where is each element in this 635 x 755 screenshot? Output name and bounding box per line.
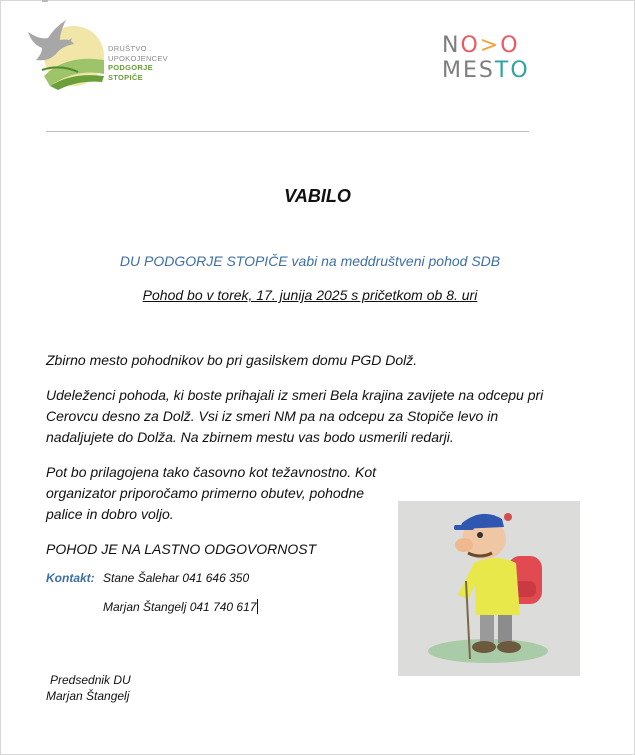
logo-letter-v-orange: >	[479, 33, 501, 58]
paragraph-recommendations: Pot bo prilagojena tako časovno kot težavnostno. Kot organizator priporočamo primerno obutev, pohodne palice in dobro voljo.	[46, 464, 376, 522]
event-date-line: Pohod bo v torek, 17. junija 2025 s pričetkom ob 8. uri	[142, 287, 478, 303]
logo-letter-o-red: O	[460, 33, 480, 58]
header-divider	[46, 131, 529, 132]
logo-letter-o-heart: O	[500, 33, 520, 58]
logo-line-2: UPOKOJENCEV	[108, 53, 168, 63]
contact-label: Kontakt:	[46, 571, 95, 585]
contact-line-2	[103, 599, 258, 614]
corner-mark	[42, 0, 48, 2]
logo-letter-s: S	[478, 58, 495, 83]
contact-line-1: Stane Šalehar 041 646 350	[103, 571, 250, 585]
hiker-icon	[398, 501, 580, 676]
logo-novo-mesto	[442, 33, 537, 87]
logo-du-podgorje-stopice	[26, 14, 176, 94]
hiker-illustration	[398, 501, 580, 676]
logo-line-1: DRUŠTVO	[108, 44, 147, 53]
logo-letter-n: N	[442, 33, 461, 58]
logo-line-3: PODGORJE	[108, 63, 153, 72]
logo-row-mesto	[442, 58, 537, 83]
logo-line-4: STOPIČE	[108, 72, 143, 82]
signature-role: Predsednik DU	[50, 673, 131, 687]
contact-line-2-text: Marjan Štangelj 041 740 617	[103, 600, 257, 614]
document-title: VABILO	[284, 186, 351, 206]
text-cursor	[257, 599, 258, 614]
logo-row-novo	[442, 33, 537, 58]
logo-letter-m: M	[442, 58, 463, 83]
logo-letter-t-teal: T	[494, 58, 511, 83]
logo-letter-o-teal: O	[510, 58, 530, 83]
dove-hills-icon	[26, 14, 108, 94]
paragraph-meeting-point: Zbirno mesto pohodnikov bo pri gasilskem domu PGD Dolž.	[46, 352, 418, 368]
document-subtitle: DU PODGORJE STOPIČE vabi na meddruštveni pohod SDB	[119, 253, 501, 269]
logo-org-text	[108, 44, 168, 82]
paragraph-directions: Udeleženci pohoda, ki boste prihajali iz smeri Bela krajina zavijete na odcepu pri Cerovcu desno za Dolž. Vsi iz smeri NM pa na odcepu za Stopiče levo in nadaljujete do Dolža. Na zbirnem mestu vas bodo usmerili redarji.	[46, 387, 544, 445]
signature-name: Marjan Štangelj	[46, 689, 130, 703]
paragraph-responsibility: POHOD JE NA LASTNO ODGOVORNOST	[46, 541, 317, 557]
logo-letter-e: E	[462, 58, 479, 83]
